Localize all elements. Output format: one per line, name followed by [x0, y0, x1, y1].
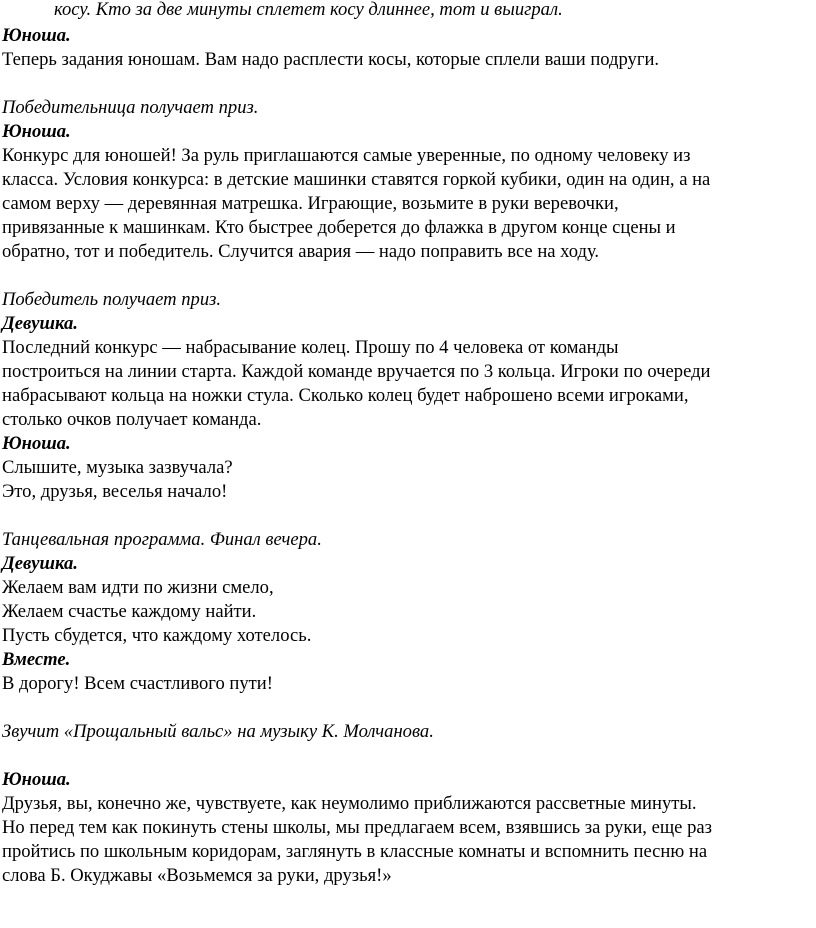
text-line: Желаем вам идти по жизни смело,	[2, 577, 274, 598]
speaker-name: Юноша.	[2, 433, 71, 454]
text-line: Последний конкурс — набрасывание колец. Прошу по 4 человека от команды	[2, 337, 619, 358]
stage-direction: Танцевальная программа. Финал вечера.	[2, 529, 322, 550]
text-line: Конкурс для юношей! За руль приглашаются самые уверенные, по одному человеку из	[2, 145, 691, 166]
blank-line	[2, 504, 814, 528]
text-line: Желаем счастье каждому найти.	[2, 601, 257, 622]
speaker-name: Юноша.	[2, 769, 71, 790]
speaker-name: Юноша.	[2, 121, 71, 142]
text-line: класса. Условия конкурса: в детские машинки ставятся горкой кубики, один на один, а на	[2, 169, 711, 190]
text-line: Но перед тем как покинуть стены школы, мы предлагаем всем, взявшись за руки, еще раз	[2, 817, 712, 838]
text-line: Это, друзья, веселья начало!	[2, 481, 228, 502]
blank-line	[2, 744, 814, 768]
text-line: Слышите, музыка зазвучала?	[2, 457, 233, 478]
blank-line	[2, 264, 814, 288]
text-line: обратно, тот и победитель. Случится авария — надо поправить все на ходу.	[2, 241, 600, 262]
document-page	[2, 0, 814, 888]
stage-direction: Звучит «Прощальный вальс» на музыку К. Молчанова.	[2, 721, 434, 742]
text-line: Пусть сбудется, что каждому хотелось.	[2, 625, 312, 646]
text-line: столько очков получает команда.	[2, 409, 262, 430]
text-line: Теперь задания юношам. Вам надо расплести косы, которые сплели ваши подруги.	[2, 49, 660, 70]
text-line: привязанные к машинкам. Кто быстрее доберется до флажка в другом конце сцены и	[2, 217, 676, 238]
text-line: набрасывают кольца на ножки стула. Сколько колец будет наброшено всеми игроками,	[2, 385, 689, 406]
stage-direction: косу. Кто за две минуты сплетет косу длиннее, тот и выиграл.	[54, 0, 563, 20]
speaker-name: Вместе.	[2, 649, 71, 670]
speaker-name: Юноша.	[2, 25, 71, 46]
text-line: Друзья, вы, конечно же, чувствуете, как неумолимо приближаются рассветные минуты.	[2, 793, 697, 814]
text-line: пройтись по школьным коридорам, заглянуть в классные комнаты и вспомнить песню на	[2, 841, 708, 862]
speaker-name: Девушка.	[2, 553, 78, 574]
stage-direction: Победительница получает приз.	[2, 97, 259, 118]
text-line: построиться на линии старта. Каждой команде вручается по 3 кольца. Игроки по очереди	[2, 361, 711, 382]
blank-line	[2, 696, 814, 720]
speaker-name: Девушка.	[2, 313, 78, 334]
text-line: слова Б. Окуджавы «Возьмемся за руки, друзья!»	[2, 865, 392, 886]
text-line: В дорогу! Всем счастливого пути!	[2, 673, 273, 694]
blank-line	[2, 72, 814, 96]
stage-direction: Победитель получает приз.	[2, 289, 222, 310]
text-line: самом верху — деревянная матрешка. Играющие, возьмите в руки веревочки,	[2, 193, 619, 214]
